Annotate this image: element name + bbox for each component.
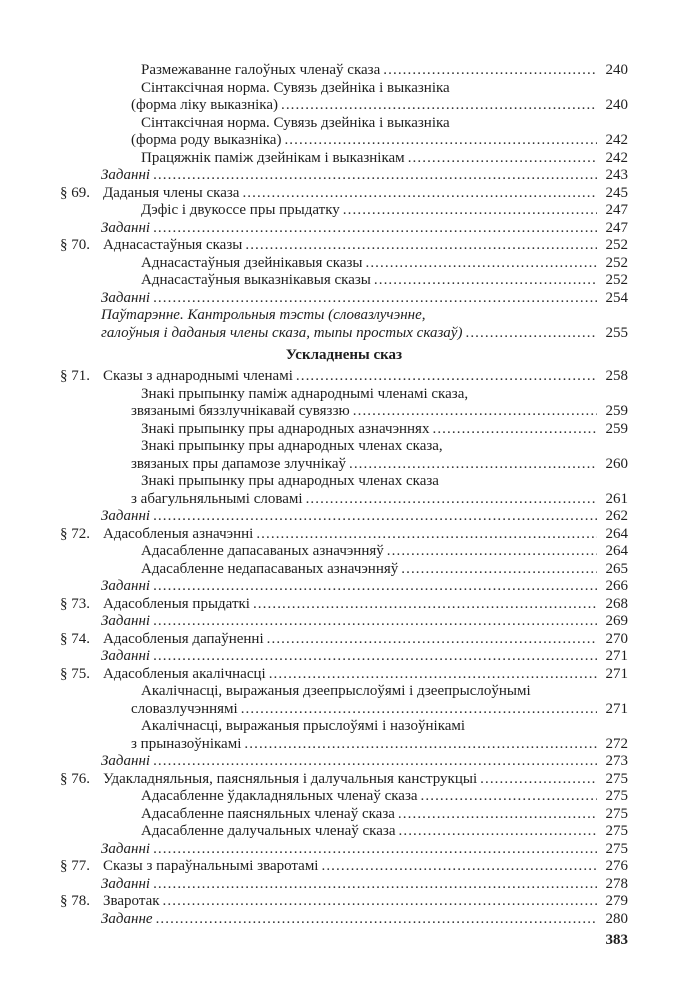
entry-title: Адасобленыя прыдаткі xyxy=(103,595,250,612)
toc-entry xyxy=(60,858,628,876)
entry-page: 254 xyxy=(605,289,628,306)
entry-page: 247 xyxy=(605,219,628,236)
toc-entry xyxy=(60,788,628,806)
entry-page: 276 xyxy=(605,858,628,874)
dot-leader xyxy=(163,893,597,910)
dot-leader xyxy=(241,701,597,718)
dot-leader xyxy=(296,368,597,385)
toc-entry xyxy=(60,403,628,421)
entry-page: 275 xyxy=(605,840,628,857)
dot-leader xyxy=(267,631,597,648)
entry-title: Заданні xyxy=(101,289,151,306)
toc-entry xyxy=(60,272,628,290)
toc-entry xyxy=(60,578,628,596)
section-label: § 77. xyxy=(60,858,90,874)
entry-page: 258 xyxy=(605,368,628,384)
toc-entry xyxy=(60,97,628,115)
entry-page: 245 xyxy=(605,184,628,201)
toc-entry xyxy=(60,62,628,80)
section-heading: Ускладнены сказ xyxy=(285,347,403,363)
entry-title: Дэфіс і двукоссе пры прыдатку xyxy=(141,202,340,218)
dot-leader xyxy=(321,858,597,875)
entry-page: 243 xyxy=(605,167,628,183)
entry-title: Удакладняльныя, паясняльныя і далучальныя канструкцыі xyxy=(103,770,478,787)
entry-title: Працяжнік паміж дзейнікам і выказнікам xyxy=(141,149,405,166)
entry-page: 278 xyxy=(605,875,628,892)
toc-entry xyxy=(60,167,628,185)
dot-leader xyxy=(284,132,597,149)
entry-page: 269 xyxy=(605,613,628,629)
entry-page: 255 xyxy=(605,324,628,341)
section-label: § 70. xyxy=(60,237,90,253)
toc-entry xyxy=(60,893,628,911)
toc-entry xyxy=(60,823,628,841)
toc-entry xyxy=(60,631,628,649)
section-label: § 72. xyxy=(60,525,90,542)
entry-page: 240 xyxy=(605,97,628,113)
entry-page: 271 xyxy=(605,700,628,717)
entry-page: 265 xyxy=(605,560,628,577)
toc-entry xyxy=(60,666,628,684)
table-of-contents xyxy=(60,62,628,949)
entry-title: Сказы з параўнальнымі зваротамі xyxy=(103,858,319,874)
entry-page: 242 xyxy=(605,149,628,166)
entry-title: звязаных пры дапамозе злучнікаў xyxy=(131,455,346,472)
dot-leader xyxy=(374,272,597,289)
entry-title: Аднасастаўныя сказы xyxy=(103,237,243,253)
entry-page: 268 xyxy=(605,595,628,612)
entry-title: з прыназоўнікамі xyxy=(131,735,242,752)
toc-entry xyxy=(60,508,628,526)
entry-page: 261 xyxy=(605,490,628,507)
toc-entry xyxy=(60,307,628,325)
toc-entry xyxy=(60,386,628,404)
dot-leader xyxy=(153,753,597,770)
entry-page: 264 xyxy=(605,543,628,559)
entry-title: Сінтаксічная норма. Сувязь дзейніка і выказніка xyxy=(141,79,450,96)
dot-leader xyxy=(256,526,597,543)
dot-leader xyxy=(153,648,597,665)
dot-leader xyxy=(343,202,597,219)
dot-leader xyxy=(383,62,597,79)
dot-leader xyxy=(401,561,597,578)
dot-leader xyxy=(153,508,597,525)
toc-entry xyxy=(60,325,628,343)
toc-entry xyxy=(60,841,628,859)
entry-title: Заданні xyxy=(101,578,151,594)
dot-leader xyxy=(153,613,597,630)
toc-entry xyxy=(60,255,628,273)
entry-page: 260 xyxy=(605,455,628,472)
toc-entry xyxy=(60,491,628,509)
entry-page: 271 xyxy=(605,648,628,664)
dot-leader xyxy=(465,325,597,342)
entry-title: Адасабленне недапасаваных азначэнняў xyxy=(141,560,399,577)
entry-title: Заданні xyxy=(101,648,151,664)
toc xyxy=(60,62,628,928)
dot-leader xyxy=(269,666,597,683)
toc-entry xyxy=(60,561,628,579)
dot-leader xyxy=(242,185,597,202)
dot-leader xyxy=(253,596,597,613)
toc-entry xyxy=(60,237,628,255)
entry-page: 266 xyxy=(605,578,628,594)
dot-leader xyxy=(281,97,597,114)
entry-page: 262 xyxy=(605,508,628,524)
toc-entry xyxy=(60,438,628,456)
entry-page: 252 xyxy=(605,272,628,288)
entry-title: (форма роду выказніка) xyxy=(131,132,282,148)
entry-title: Заданне xyxy=(101,910,153,927)
toc-entry xyxy=(60,220,628,238)
entry-title: Акалічнасці, выражаныя дзеепрыслоўямі і дзеепрыслоўнымі xyxy=(141,683,531,699)
entry-page: 275 xyxy=(605,805,628,822)
entry-page: 252 xyxy=(605,237,628,253)
dot-leader xyxy=(349,456,597,473)
entry-title: Адасабленне ўдакладняльных членаў сказа xyxy=(141,788,418,804)
dot-leader xyxy=(365,255,597,272)
toc-entry xyxy=(60,150,628,168)
entry-title: Адасобленыя азначэнні xyxy=(103,525,254,542)
entry-title: Заданні xyxy=(101,875,151,892)
toc-entry xyxy=(60,806,628,824)
toc-entry xyxy=(60,753,628,771)
toc-entry xyxy=(60,185,628,203)
entry-title: Заданні xyxy=(101,508,151,524)
toc-entry xyxy=(60,80,628,98)
entry-title: (форма ліку выказніка) xyxy=(131,97,278,113)
toc-entry xyxy=(60,771,628,789)
dot-leader xyxy=(387,543,597,560)
toc-entry xyxy=(60,596,628,614)
dot-leader xyxy=(408,150,597,167)
toc-entry xyxy=(60,473,628,491)
entry-page: 259 xyxy=(605,420,628,437)
toc-entry xyxy=(60,718,628,736)
entry-page: 280 xyxy=(605,910,628,927)
toc-entry xyxy=(60,526,628,544)
section-label: § 71. xyxy=(60,368,90,384)
entry-page: 279 xyxy=(605,893,628,909)
toc-entry xyxy=(60,456,628,474)
section-label: § 74. xyxy=(60,630,90,647)
dot-leader xyxy=(398,806,597,823)
entry-title: Знакі прыпынку пры аднародных азначэннях xyxy=(141,420,430,437)
section-label: § 73. xyxy=(60,595,90,612)
entry-title: Заданні xyxy=(101,613,151,629)
entry-title: галоўныя і даданыя члены сказа, тыпы простых сказаў) xyxy=(101,324,463,341)
entry-title: з абагульняльнымі словамі xyxy=(131,490,303,507)
entry-title: Размежаванне галоўных членаў сказа xyxy=(141,62,381,78)
entry-title: Адасабленне дапасаваных азначэнняў xyxy=(141,543,384,559)
entry-title: Знакі прыпынку пры аднародных членах сказа xyxy=(141,473,439,489)
entry-title: Адасабленне далучальных членаў сказа xyxy=(141,823,396,839)
entry-title: Адасобленыя акалічнасці xyxy=(103,665,266,682)
dot-leader xyxy=(432,421,597,438)
toc-entry xyxy=(60,368,628,386)
section-label: § 75. xyxy=(60,665,90,682)
entry-title: Заданні xyxy=(101,167,151,183)
entry-page: 264 xyxy=(605,525,628,542)
toc-entry xyxy=(60,132,628,150)
entry-title: Заданні xyxy=(101,219,151,236)
entry-title: Аднасастаўныя дзейнікавыя сказы xyxy=(141,254,363,271)
entry-page: 275 xyxy=(605,823,628,839)
section-label: § 78. xyxy=(60,893,90,909)
dot-leader xyxy=(421,788,597,805)
entry-title: Знакі прыпынку пры аднародных членах сказа, xyxy=(141,438,443,454)
dot-leader xyxy=(153,876,597,893)
entry-title: Заданні xyxy=(101,753,151,769)
dot-leader xyxy=(244,736,597,753)
entry-page: 259 xyxy=(605,403,628,419)
dot-leader xyxy=(306,491,597,508)
toc-entry xyxy=(60,648,628,666)
entry-page: 275 xyxy=(605,788,628,804)
toc-entry xyxy=(60,421,628,439)
entry-page: 273 xyxy=(605,753,628,769)
entry-title: Знакі прыпынку паміж аднароднымі членамі сказа, xyxy=(141,385,469,402)
dot-leader xyxy=(245,237,597,254)
dot-leader xyxy=(153,290,597,307)
toc-entry xyxy=(60,543,628,561)
entry-title: Зваротак xyxy=(103,893,160,909)
dot-leader xyxy=(153,578,597,595)
entry-title: Паўтарэнне. Кантрольныя тэсты (словазлучэнне, xyxy=(101,307,426,323)
toc-entry xyxy=(60,290,628,308)
toc-entry xyxy=(60,202,628,220)
entry-page: 271 xyxy=(605,665,628,682)
dot-leader xyxy=(353,403,597,420)
toc-entry xyxy=(60,911,628,929)
entry-page: 272 xyxy=(605,735,628,752)
section-label: § 76. xyxy=(60,770,90,787)
entry-title: Адасабленне паясняльных членаў сказа xyxy=(141,805,395,822)
entry-title: Даданыя члены сказа xyxy=(103,184,240,201)
entry-page: 252 xyxy=(605,254,628,271)
entry-title: Заданні xyxy=(101,840,151,857)
entry-title: словазлучэннямі xyxy=(131,700,238,717)
entry-title: Сінтаксічная норма. Сувязь дзейніка і выказніка xyxy=(141,114,450,131)
dot-leader xyxy=(153,841,597,858)
entry-page: 270 xyxy=(605,630,628,647)
page-number: 383 xyxy=(605,932,628,948)
entry-title: Акалічнасці, выражаныя прыслоўямі і назоўнікамі xyxy=(141,718,466,734)
toc-entry xyxy=(60,683,628,701)
toc-entry xyxy=(60,876,628,894)
toc-entry xyxy=(60,736,628,754)
entry-page: 240 xyxy=(605,62,628,78)
dot-leader xyxy=(153,167,597,184)
entry-page: 247 xyxy=(605,202,628,218)
dot-leader xyxy=(156,911,597,928)
entry-page: 242 xyxy=(605,132,628,148)
entry-title: Аднасастаўныя выказнікавыя сказы xyxy=(141,272,371,288)
toc-entry xyxy=(60,115,628,133)
entry-title: Адасобленыя дапаўненні xyxy=(103,630,264,647)
dot-leader xyxy=(399,823,598,840)
entry-page: 275 xyxy=(605,770,628,787)
dot-leader xyxy=(480,771,597,788)
dot-leader xyxy=(153,220,597,237)
section-label: § 69. xyxy=(60,184,90,201)
toc-entry xyxy=(60,613,628,631)
entry-title: звязанымі бяззлучнікавай сувяззю xyxy=(131,403,350,419)
entry-title: Сказы з аднароднымі членамі xyxy=(103,368,293,384)
toc-entry xyxy=(60,701,628,719)
